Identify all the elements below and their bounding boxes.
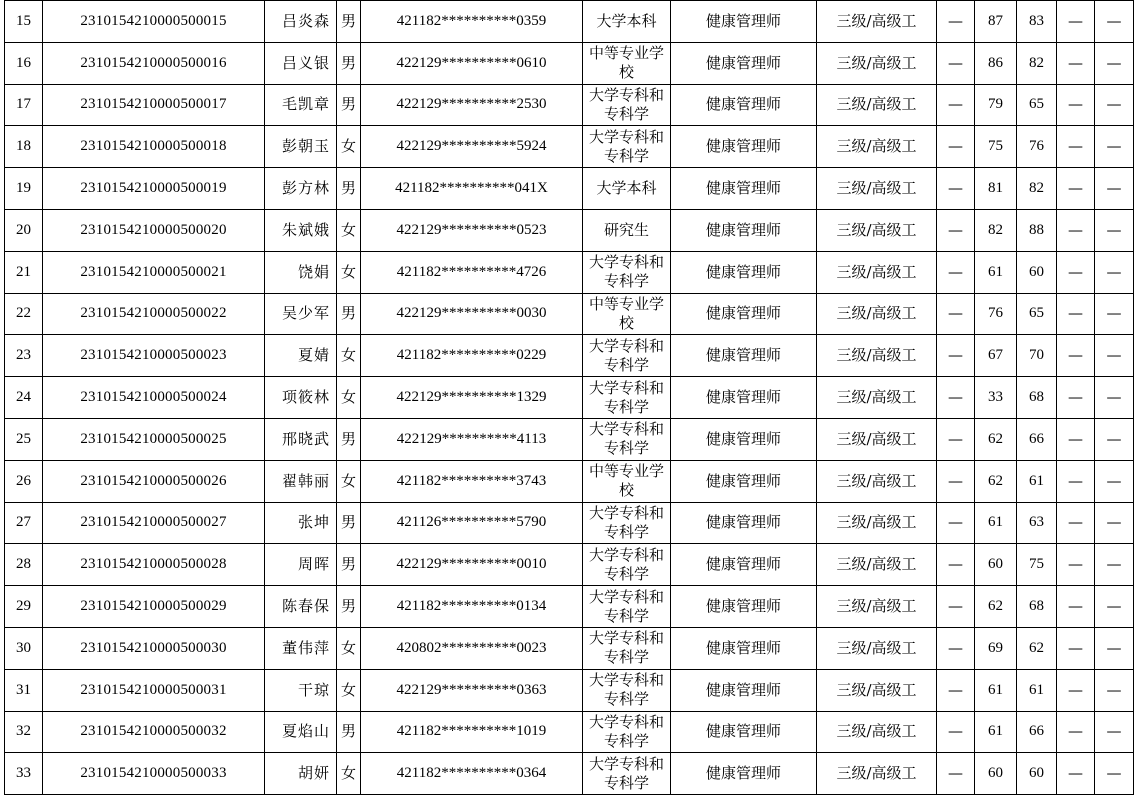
id-number-cell: 422129**********0363	[361, 669, 583, 711]
skill-level-cell: 三级/高级工	[817, 209, 937, 251]
sequence-number-cell: 21	[5, 251, 43, 293]
certificate-number-cell: 2310154210000500028	[43, 544, 265, 586]
sequence-number-cell: 33	[5, 753, 43, 795]
id-number-cell: 422129**********5924	[361, 126, 583, 168]
table-row	[5, 711, 1134, 753]
id-number-cell: 421126**********5790	[361, 502, 583, 544]
name-cell: 周晖	[265, 544, 337, 586]
table-row	[5, 168, 1134, 210]
education-cell: 大学专科和专科学	[583, 335, 671, 377]
placeholder-cell: —	[1095, 42, 1134, 84]
occupation-cell: 健康管理师	[671, 1, 817, 43]
table-row	[5, 209, 1134, 251]
table-row	[5, 293, 1134, 335]
placeholder-cell: —	[937, 586, 975, 628]
placeholder-cell: —	[1057, 377, 1095, 419]
gender-cell: 男	[337, 293, 361, 335]
name-cell: 邢晓武	[265, 418, 337, 460]
certificate-number-cell: 2310154210000500023	[43, 335, 265, 377]
practical-score-cell: 61	[1017, 460, 1057, 502]
placeholder-cell: —	[937, 669, 975, 711]
placeholder-cell: —	[1095, 84, 1134, 126]
certificate-number-cell: 2310154210000500025	[43, 418, 265, 460]
table-row	[5, 544, 1134, 586]
placeholder-cell: —	[937, 251, 975, 293]
education-cell: 大学专科和专科学	[583, 586, 671, 628]
placeholder-cell: —	[1095, 502, 1134, 544]
id-number-cell: 421182**********0359	[361, 1, 583, 43]
skill-level-cell: 三级/高级工	[817, 753, 937, 795]
sequence-number-cell: 23	[5, 335, 43, 377]
score-table	[4, 0, 1134, 795]
theory-score-cell: 33	[975, 377, 1017, 419]
theory-score-cell: 61	[975, 711, 1017, 753]
table-row	[5, 377, 1134, 419]
placeholder-cell: —	[1057, 293, 1095, 335]
name-cell: 张坤	[265, 502, 337, 544]
sequence-number-cell: 29	[5, 586, 43, 628]
theory-score-cell: 60	[975, 544, 1017, 586]
placeholder-cell: —	[937, 42, 975, 84]
occupation-cell: 健康管理师	[671, 335, 817, 377]
education-cell: 中等专业学校	[583, 293, 671, 335]
certificate-number-cell: 2310154210000500029	[43, 586, 265, 628]
gender-cell: 女	[337, 335, 361, 377]
name-cell: 翟韩丽	[265, 460, 337, 502]
placeholder-cell: —	[1095, 711, 1134, 753]
theory-score-cell: 61	[975, 502, 1017, 544]
name-cell: 彭方林	[265, 168, 337, 210]
gender-cell: 男	[337, 586, 361, 628]
name-cell: 毛凯章	[265, 84, 337, 126]
gender-cell: 男	[337, 711, 361, 753]
skill-level-cell: 三级/高级工	[817, 377, 937, 419]
practical-score-cell: 66	[1017, 418, 1057, 460]
gender-cell: 女	[337, 627, 361, 669]
placeholder-cell: —	[1057, 126, 1095, 168]
skill-level-cell: 三级/高级工	[817, 335, 937, 377]
name-cell: 吕义银	[265, 42, 337, 84]
id-number-cell: 421182**********0134	[361, 586, 583, 628]
id-number-cell: 422129**********0523	[361, 209, 583, 251]
sequence-number-cell: 30	[5, 627, 43, 669]
occupation-cell: 健康管理师	[671, 168, 817, 210]
education-cell: 研究生	[583, 209, 671, 251]
theory-score-cell: 79	[975, 84, 1017, 126]
sequence-number-cell: 22	[5, 293, 43, 335]
certificate-number-cell: 2310154210000500017	[43, 84, 265, 126]
placeholder-cell: —	[1095, 168, 1134, 210]
occupation-cell: 健康管理师	[671, 251, 817, 293]
education-cell: 大学本科	[583, 168, 671, 210]
certificate-number-cell: 2310154210000500020	[43, 209, 265, 251]
practical-score-cell: 88	[1017, 209, 1057, 251]
theory-score-cell: 86	[975, 42, 1017, 84]
placeholder-cell: —	[937, 502, 975, 544]
certificate-number-cell: 2310154210000500031	[43, 669, 265, 711]
theory-score-cell: 61	[975, 669, 1017, 711]
theory-score-cell: 62	[975, 418, 1017, 460]
name-cell: 吴少军	[265, 293, 337, 335]
occupation-cell: 健康管理师	[671, 293, 817, 335]
skill-level-cell: 三级/高级工	[817, 84, 937, 126]
name-cell: 项筱林	[265, 377, 337, 419]
id-number-cell: 421182**********0364	[361, 753, 583, 795]
placeholder-cell: —	[1057, 502, 1095, 544]
occupation-cell: 健康管理师	[671, 627, 817, 669]
placeholder-cell: —	[937, 711, 975, 753]
occupation-cell: 健康管理师	[671, 669, 817, 711]
education-cell: 大学专科和专科学	[583, 711, 671, 753]
table-row	[5, 1, 1134, 43]
placeholder-cell: —	[1057, 627, 1095, 669]
table-row	[5, 84, 1134, 126]
theory-score-cell: 81	[975, 168, 1017, 210]
skill-level-cell: 三级/高级工	[817, 1, 937, 43]
placeholder-cell: —	[937, 418, 975, 460]
table-row	[5, 126, 1134, 168]
table-row	[5, 418, 1134, 460]
id-number-cell: 421182**********3743	[361, 460, 583, 502]
theory-score-cell: 82	[975, 209, 1017, 251]
sequence-number-cell: 20	[5, 209, 43, 251]
sequence-number-cell: 25	[5, 418, 43, 460]
education-cell: 大学专科和专科学	[583, 753, 671, 795]
placeholder-cell: —	[1057, 335, 1095, 377]
placeholder-cell: —	[1057, 168, 1095, 210]
placeholder-cell: —	[1095, 1, 1134, 43]
id-number-cell: 422129**********0030	[361, 293, 583, 335]
practical-score-cell: 75	[1017, 544, 1057, 586]
sequence-number-cell: 28	[5, 544, 43, 586]
skill-level-cell: 三级/高级工	[817, 168, 937, 210]
placeholder-cell: —	[1057, 84, 1095, 126]
practical-score-cell: 66	[1017, 711, 1057, 753]
id-number-cell: 421182**********1019	[361, 711, 583, 753]
practical-score-cell: 82	[1017, 42, 1057, 84]
placeholder-cell: —	[1095, 418, 1134, 460]
theory-score-cell: 75	[975, 126, 1017, 168]
occupation-cell: 健康管理师	[671, 753, 817, 795]
occupation-cell: 健康管理师	[671, 377, 817, 419]
table-row	[5, 586, 1134, 628]
placeholder-cell: —	[937, 460, 975, 502]
practical-score-cell: 63	[1017, 502, 1057, 544]
placeholder-cell: —	[1057, 753, 1095, 795]
theory-score-cell: 67	[975, 335, 1017, 377]
practical-score-cell: 82	[1017, 168, 1057, 210]
sequence-number-cell: 32	[5, 711, 43, 753]
skill-level-cell: 三级/高级工	[817, 544, 937, 586]
occupation-cell: 健康管理师	[671, 126, 817, 168]
gender-cell: 男	[337, 84, 361, 126]
theory-score-cell: 76	[975, 293, 1017, 335]
name-cell: 夏焰山	[265, 711, 337, 753]
id-number-cell: 422129**********4113	[361, 418, 583, 460]
occupation-cell: 健康管理师	[671, 502, 817, 544]
placeholder-cell: —	[1057, 460, 1095, 502]
name-cell: 吕炎森	[265, 1, 337, 43]
placeholder-cell: —	[937, 293, 975, 335]
occupation-cell: 健康管理师	[671, 418, 817, 460]
certificate-number-cell: 2310154210000500016	[43, 42, 265, 84]
sequence-number-cell: 19	[5, 168, 43, 210]
gender-cell: 男	[337, 42, 361, 84]
practical-score-cell: 70	[1017, 335, 1057, 377]
placeholder-cell: —	[1095, 627, 1134, 669]
sequence-number-cell: 26	[5, 460, 43, 502]
skill-level-cell: 三级/高级工	[817, 126, 937, 168]
skill-level-cell: 三级/高级工	[817, 42, 937, 84]
placeholder-cell: —	[937, 126, 975, 168]
table-row	[5, 669, 1134, 711]
certificate-number-cell: 2310154210000500032	[43, 711, 265, 753]
certificate-number-cell: 2310154210000500026	[43, 460, 265, 502]
gender-cell: 女	[337, 209, 361, 251]
table-row	[5, 335, 1134, 377]
placeholder-cell: —	[937, 627, 975, 669]
skill-level-cell: 三级/高级工	[817, 711, 937, 753]
certificate-number-cell: 2310154210000500018	[43, 126, 265, 168]
certificate-number-cell: 2310154210000500024	[43, 377, 265, 419]
education-cell: 大学本科	[583, 1, 671, 43]
gender-cell: 男	[337, 502, 361, 544]
gender-cell: 女	[337, 126, 361, 168]
gender-cell: 女	[337, 460, 361, 502]
id-number-cell: 421182**********4726	[361, 251, 583, 293]
name-cell: 夏婧	[265, 335, 337, 377]
placeholder-cell: —	[1095, 126, 1134, 168]
skill-level-cell: 三级/高级工	[817, 293, 937, 335]
id-number-cell: 422129**********0610	[361, 42, 583, 84]
id-number-cell: 422129**********2530	[361, 84, 583, 126]
practical-score-cell: 76	[1017, 126, 1057, 168]
sequence-number-cell: 16	[5, 42, 43, 84]
occupation-cell: 健康管理师	[671, 460, 817, 502]
placeholder-cell: —	[1057, 1, 1095, 43]
table-row	[5, 753, 1134, 795]
certificate-number-cell: 2310154210000500021	[43, 251, 265, 293]
placeholder-cell: —	[1057, 669, 1095, 711]
practical-score-cell: 65	[1017, 293, 1057, 335]
education-cell: 中等专业学校	[583, 460, 671, 502]
certificate-number-cell: 2310154210000500033	[43, 753, 265, 795]
gender-cell: 男	[337, 418, 361, 460]
id-number-cell: 420802**********0023	[361, 627, 583, 669]
certificate-number-cell: 2310154210000500030	[43, 627, 265, 669]
placeholder-cell: —	[1095, 335, 1134, 377]
gender-cell: 女	[337, 669, 361, 711]
placeholder-cell: —	[937, 168, 975, 210]
theory-score-cell: 61	[975, 251, 1017, 293]
sequence-number-cell: 24	[5, 377, 43, 419]
education-cell: 大学专科和专科学	[583, 544, 671, 586]
sequence-number-cell: 17	[5, 84, 43, 126]
table-body	[5, 1, 1134, 795]
placeholder-cell: —	[1095, 251, 1134, 293]
placeholder-cell: —	[1057, 586, 1095, 628]
placeholder-cell: —	[937, 209, 975, 251]
skill-level-cell: 三级/高级工	[817, 502, 937, 544]
theory-score-cell: 62	[975, 586, 1017, 628]
placeholder-cell: —	[937, 544, 975, 586]
practical-score-cell: 61	[1017, 669, 1057, 711]
certificate-number-cell: 2310154210000500019	[43, 168, 265, 210]
education-cell: 大学专科和专科学	[583, 669, 671, 711]
table-row	[5, 460, 1134, 502]
placeholder-cell: —	[937, 1, 975, 43]
education-cell: 中等专业学校	[583, 42, 671, 84]
name-cell: 胡妍	[265, 753, 337, 795]
gender-cell: 男	[337, 544, 361, 586]
gender-cell: 女	[337, 251, 361, 293]
skill-level-cell: 三级/高级工	[817, 586, 937, 628]
certificate-number-cell: 2310154210000500027	[43, 502, 265, 544]
occupation-cell: 健康管理师	[671, 209, 817, 251]
education-cell: 大学专科和专科学	[583, 377, 671, 419]
education-cell: 大学专科和专科学	[583, 84, 671, 126]
sequence-number-cell: 31	[5, 669, 43, 711]
placeholder-cell: —	[937, 377, 975, 419]
practical-score-cell: 65	[1017, 84, 1057, 126]
name-cell: 朱斌娥	[265, 209, 337, 251]
education-cell: 大学专科和专科学	[583, 251, 671, 293]
placeholder-cell: —	[1095, 209, 1134, 251]
placeholder-cell: —	[937, 753, 975, 795]
practical-score-cell: 68	[1017, 586, 1057, 628]
education-cell: 大学专科和专科学	[583, 418, 671, 460]
id-number-cell: 421182**********041X	[361, 168, 583, 210]
gender-cell: 女	[337, 377, 361, 419]
practical-score-cell: 83	[1017, 1, 1057, 43]
name-cell: 干琼	[265, 669, 337, 711]
gender-cell: 男	[337, 1, 361, 43]
sequence-number-cell: 27	[5, 502, 43, 544]
name-cell: 饶娟	[265, 251, 337, 293]
gender-cell: 男	[337, 168, 361, 210]
placeholder-cell: —	[937, 335, 975, 377]
id-number-cell: 422129**********1329	[361, 377, 583, 419]
name-cell: 陈春保	[265, 586, 337, 628]
placeholder-cell: —	[1057, 209, 1095, 251]
practical-score-cell: 62	[1017, 627, 1057, 669]
occupation-cell: 健康管理师	[671, 84, 817, 126]
id-number-cell: 421182**********0229	[361, 335, 583, 377]
skill-level-cell: 三级/高级工	[817, 460, 937, 502]
name-cell: 彭朝玉	[265, 126, 337, 168]
occupation-cell: 健康管理师	[671, 711, 817, 753]
placeholder-cell: —	[1095, 753, 1134, 795]
certificate-number-cell: 2310154210000500022	[43, 293, 265, 335]
table-row	[5, 251, 1134, 293]
occupation-cell: 健康管理师	[671, 544, 817, 586]
placeholder-cell: —	[1095, 460, 1134, 502]
name-cell: 董伟萍	[265, 627, 337, 669]
certificate-number-cell: 2310154210000500015	[43, 1, 265, 43]
theory-score-cell: 62	[975, 460, 1017, 502]
occupation-cell: 健康管理师	[671, 586, 817, 628]
placeholder-cell: —	[1095, 377, 1134, 419]
skill-level-cell: 三级/高级工	[817, 669, 937, 711]
education-cell: 大学专科和专科学	[583, 627, 671, 669]
practical-score-cell: 60	[1017, 753, 1057, 795]
placeholder-cell: —	[1095, 293, 1134, 335]
placeholder-cell: —	[1057, 418, 1095, 460]
practical-score-cell: 60	[1017, 251, 1057, 293]
table-row	[5, 627, 1134, 669]
placeholder-cell: —	[1095, 669, 1134, 711]
sequence-number-cell: 15	[5, 1, 43, 43]
id-number-cell: 422129**********0010	[361, 544, 583, 586]
skill-level-cell: 三级/高级工	[817, 251, 937, 293]
theory-score-cell: 87	[975, 1, 1017, 43]
placeholder-cell: —	[1057, 711, 1095, 753]
skill-level-cell: 三级/高级工	[817, 418, 937, 460]
placeholder-cell: —	[1057, 42, 1095, 84]
table-row	[5, 42, 1134, 84]
table-row	[5, 502, 1134, 544]
gender-cell: 女	[337, 753, 361, 795]
theory-score-cell: 69	[975, 627, 1017, 669]
placeholder-cell: —	[937, 84, 975, 126]
placeholder-cell: —	[1095, 544, 1134, 586]
education-cell: 大学专科和专科学	[583, 502, 671, 544]
skill-level-cell: 三级/高级工	[817, 627, 937, 669]
placeholder-cell: —	[1057, 251, 1095, 293]
placeholder-cell: —	[1057, 544, 1095, 586]
theory-score-cell: 60	[975, 753, 1017, 795]
practical-score-cell: 68	[1017, 377, 1057, 419]
sequence-number-cell: 18	[5, 126, 43, 168]
placeholder-cell: —	[1095, 586, 1134, 628]
occupation-cell: 健康管理师	[671, 42, 817, 84]
education-cell: 大学专科和专科学	[583, 126, 671, 168]
